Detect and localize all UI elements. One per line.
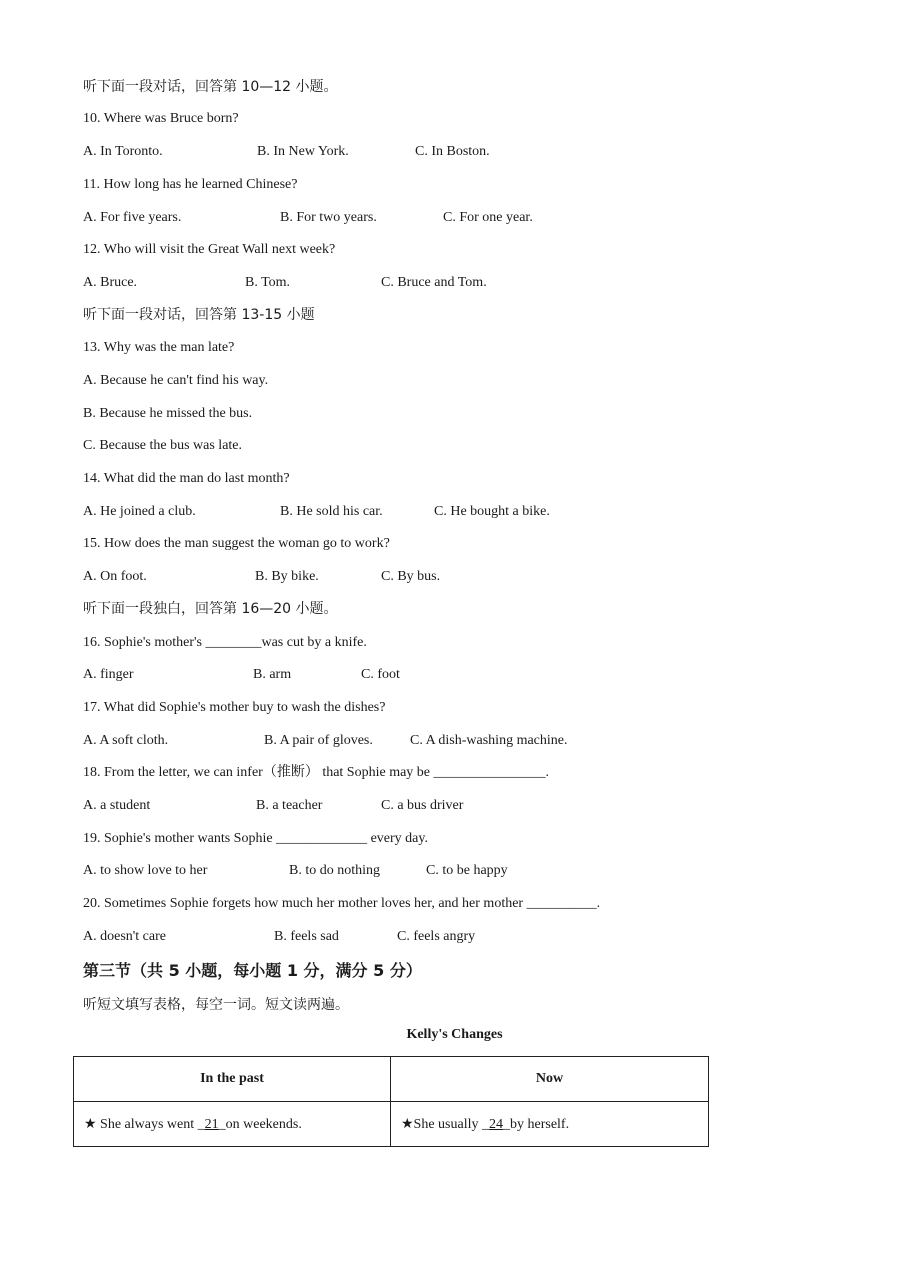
intro-10-12: 听下面一段对话，回答第 10—12 小题。	[83, 79, 338, 95]
blank-24: 24	[489, 1116, 503, 1132]
option-20c: C. feels angry	[397, 929, 476, 944]
question-16: 16. Sophie's mother's ________was cut by a knife.	[83, 635, 367, 650]
option-12c: C. Bruce and Tom.	[381, 275, 487, 290]
blank-21: 21	[204, 1116, 219, 1132]
section-3-title: 第三节（共 5 小题，每小题 1 分，满分 5 分）	[83, 961, 422, 980]
option-20b: B. feels sad	[274, 929, 339, 944]
option-20a: A. doesn't care	[83, 929, 166, 944]
option-18a: A. a student	[83, 798, 151, 813]
option-11c: C. For one year.	[443, 210, 533, 225]
option-10b: B. In New York.	[257, 144, 349, 159]
option-14c: C. He bought a bike.	[434, 504, 550, 519]
question-14: 14. What did the man do last month?	[83, 471, 290, 486]
option-17a: A. A soft cloth.	[83, 733, 169, 748]
now-prefix: ★She usually _	[401, 1116, 489, 1132]
past-prefix: ★ She always went _	[84, 1116, 205, 1132]
intro-16-20: 听下面一段独白，回答第 16—20 小题。	[83, 601, 338, 617]
intro-13-15: 听下面一段对话，回答第 13-15 小题	[83, 307, 315, 323]
now-suffix: _by herself.	[503, 1116, 570, 1132]
table-row	[74, 1102, 709, 1147]
option-17b: B. A pair of gloves.	[264, 733, 373, 748]
question-13: 13. Why was the man late?	[83, 340, 235, 355]
option-10c: C. In Boston.	[415, 144, 490, 159]
question-15: 15. How does the man suggest the woman go to work?	[83, 536, 390, 551]
option-17c: C. A dish-washing machine.	[410, 733, 568, 748]
cell-now	[391, 1102, 709, 1147]
question-19: 19. Sophie's mother wants Sophie _____________ every day.	[83, 831, 428, 846]
option-12b: B. Tom.	[245, 275, 291, 290]
option-15c: C. By bus.	[381, 569, 441, 584]
option-11a: A. For five years.	[83, 210, 182, 225]
option-19c: C. to be happy	[426, 863, 508, 878]
option-13b: B. Because he missed the bus.	[83, 406, 253, 421]
option-11b: B. For two years.	[280, 210, 377, 225]
past-suffix: _on weekends.	[218, 1116, 302, 1132]
option-14a: A. He joined a club.	[83, 504, 196, 519]
question-17: 17. What did Sophie's mother buy to wash the dishes?	[83, 700, 386, 715]
question-11: 11. How long has he learned Chinese?	[83, 177, 298, 192]
question-20: 20. Sometimes Sophie forgets how much her mother loves her, and her mother __________.	[83, 896, 601, 911]
option-19a: A. to show love to her	[83, 863, 208, 878]
table-title: Kelly's Changes	[406, 1027, 503, 1042]
option-18c: C. a bus driver	[381, 798, 464, 813]
header-past: In the past	[74, 1057, 391, 1102]
option-19b: B. to do nothing	[289, 863, 381, 878]
option-10a: A. In Toronto.	[83, 144, 163, 159]
changes-table	[73, 1056, 709, 1147]
table-header-row	[74, 1057, 709, 1102]
option-18b: B. a teacher	[256, 798, 323, 813]
option-15b: B. By bike.	[255, 569, 319, 584]
option-13a: A. Because he can't find his way.	[83, 373, 269, 388]
option-12a: A. Bruce.	[83, 275, 138, 290]
option-16b: B. arm	[253, 667, 292, 682]
question-18: 18. From the letter, we can infer（推断） that Sophie may be ________________.	[83, 765, 550, 780]
cell-past	[74, 1102, 391, 1147]
option-13c: C. Because the bus was late.	[83, 438, 243, 453]
section-3-instruction: 听短文填写表格，每空一词。短文读两遍。	[83, 997, 349, 1013]
option-14b: B. He sold his car.	[280, 504, 383, 519]
question-12: 12. Who will visit the Great Wall next week?	[83, 242, 336, 257]
question-10: 10. Where was Bruce born?	[83, 111, 239, 126]
option-15a: A. On foot.	[83, 569, 147, 584]
option-16a: A. finger	[83, 667, 134, 682]
header-now: Now	[391, 1057, 709, 1102]
option-16c: C. foot	[361, 667, 400, 682]
